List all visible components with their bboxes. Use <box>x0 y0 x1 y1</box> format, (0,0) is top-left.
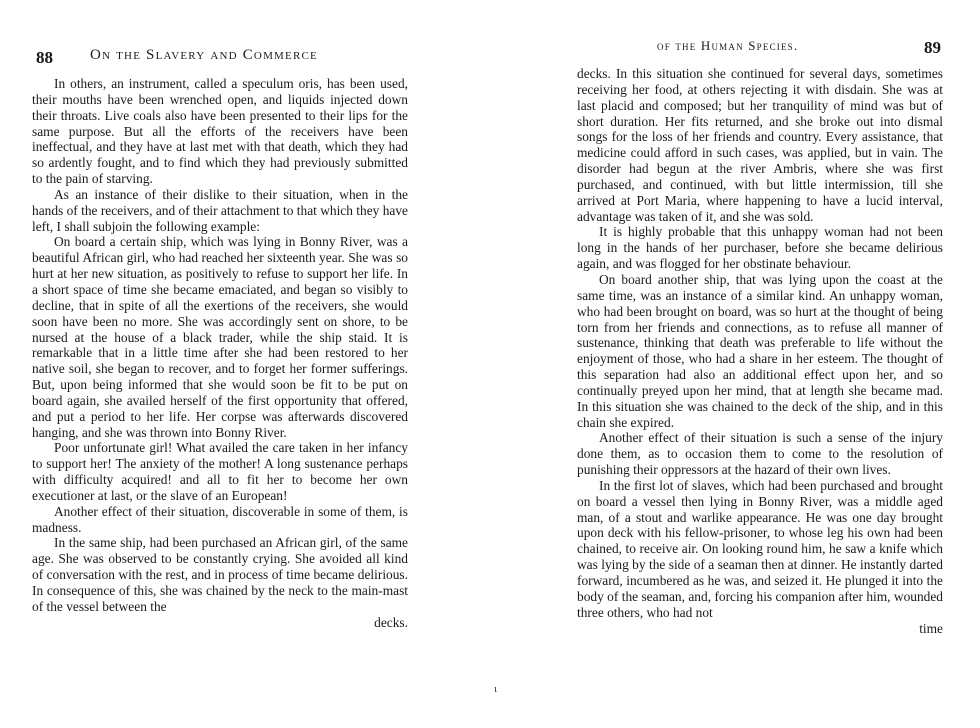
paragraph: decks. In this situation she continued for several days, sometimes receiving her food, at others rejecting it with disdain. She was at last placid and composed; but her tranquility of mind was but of short duration. Her fits returned, and she broke out into dismal songs for the loss of her friends and country. Every assistance, that medicine could afford in such cases, was applied, but in vain. The disorder had begun at the river Ambris, where she was first purchased, and continued, with but little intermission, till she arrived at Port Maria, where happening to have a lucid interval, advantage was taken of it, and she was sold. <box>577 66 943 224</box>
paragraph: In the same ship, had been purchased an African girl, of the same age. She was observed to be constantly crying. She avoided all kind of conversation with the rest, and in process of time became delirious. In consequence of this, she was chained by the neck to the main-mast of the vessel between the <box>32 535 408 614</box>
paragraph: It is highly probable that this unhappy woman had not been long in the hands of her purchaser, before she became delirious again, and was flogged for her obstinate behaviour. <box>577 224 943 272</box>
right-page-header <box>577 38 943 64</box>
paragraph: Another effect of their situation is such a sense of the injury done them, as to occasion them to come to the resolution of punishing their oppressors at the hazard of their own lives. <box>577 430 943 478</box>
paragraph: Another effect of their situation, discoverable in some of them, is madness. <box>32 503 408 535</box>
left-running-title: On the Slavery and Commerce <box>90 47 318 63</box>
left-page-body <box>32 76 408 631</box>
left-page-number: 88 <box>36 48 53 67</box>
right-running-title: of the Human Species. <box>657 38 799 53</box>
paragraph: On board another ship, that was lying upon the coast at the same time, was an instance of a similar kind. An unhappy woman, who had been brought on board, was so hurt at the thought of being torn from her friends and connections, as to refuse all manner of sustenance, thinking that death was preferable to life without the enjoyment of those, who had a share in her esteem. The thought of this separation had also an additional effect upon her, and so continually preyed upon her mind, that at length she became mad. In this situation she was chained to the deck of the ship, and in this chain she expired. <box>577 271 943 430</box>
paragraph: On board a certain ship, which was lying in Bonny River, was a beautiful African girl, who had reached her sixteenth year. She was so hurt at her new situation, as positively to refuse to support her life. In a short space of time she became emaciated, and began so visibly to decline, that in spite of all the exertions of the receivers, she would soon have been no more. She was accordingly sent on shore, to be nursed at the house of a black trader, while the ship staid. It is remarkable that in a little time after she had been restored to her native soil, she began to recover, and to forget her former sufferings. But, upon being informed that she would soon be fit to be put on board again, she availed herself of the first opportunity that offered, and put a period to her life. Her corpse was afterwards discovered hanging, and she was thrown into Bonny River. <box>32 234 408 440</box>
left-page-header <box>32 38 408 67</box>
gutter-mark: ɩ <box>494 683 497 695</box>
paragraph: In the first lot of slaves, which had been purchased and brought on board a vessel then lying in Bonny River, was a middle aged man, of a stout and warlike appearance. He was one day brought upon deck with his fellow-prisoner, to whose leg his own had been chained, to receive air. On looking round him, he saw a knife which was lying by the side of a seaman then at dinner. He instantly darted forward, incumbered as he was, and seized it. He plunged it into the body of the seaman, and, forcing his companion after him, wounded three others, who had not <box>577 477 943 620</box>
paragraph: In others, an instrument, called a speculum oris, has been used, their mouths have been wrenched open, and liquids injected down their throats. Live coals also have been presented to their lips for the same purpose. But all the efforts of the receivers have been ineffectual, and they have at last met with that death, which they had so ardently fought, and to find which they had previously submitted to the pain of starving. <box>32 76 408 187</box>
paragraph: Poor unfortunate girl! What availed the care taken in her infancy to support her! The anxiety of the mother! A long sustenance perhaps with difficulty acquired! and all to fit her to become her own executioner at last, or the slave of an European! <box>32 440 408 503</box>
left-catchword: decks. <box>374 614 408 630</box>
right-page <box>577 0 943 728</box>
right-page-body <box>577 66 943 636</box>
paragraph: As an instance of their dislike to their situation, when in the hands of the receivers, and of their attachment to that which they have left, I shall subjoin the following example: <box>32 186 408 234</box>
right-page-number: 89 <box>924 38 941 57</box>
right-catchword: time <box>919 620 943 636</box>
left-page <box>32 0 408 728</box>
